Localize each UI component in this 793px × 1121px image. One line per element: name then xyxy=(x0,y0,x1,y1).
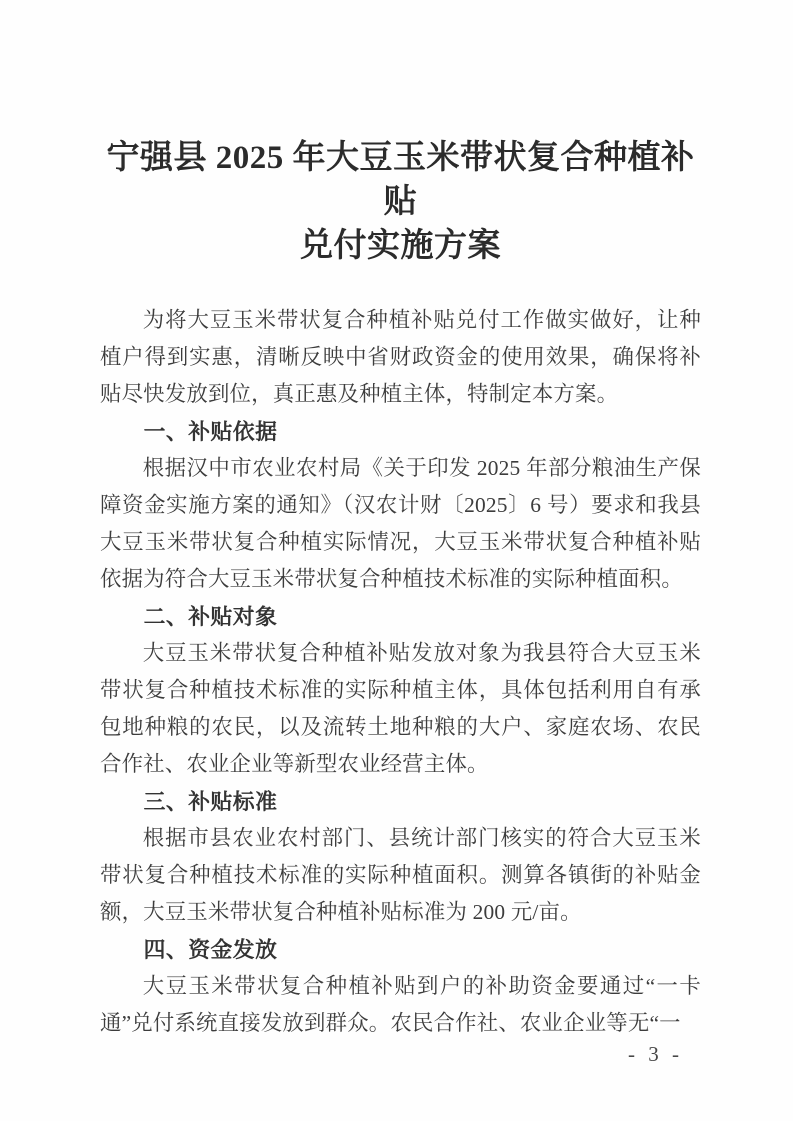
section-heading-3: 三、补贴标准 xyxy=(143,789,278,814)
document-title xyxy=(100,136,701,268)
document-body xyxy=(100,302,701,1042)
section-body-4: 大豆玉米带状复合种植补贴到户的补助资金要通过“一卡通”兑付系统直接发放到群众。农民合作社、农业企业等无“一 xyxy=(100,974,701,1035)
section-body-3: 根据市县农业农村部门、县统计部门核实的符合大豆玉米带状复合种植技术标准的实际种植面积。测算各镇街的补贴金额，大豆玉米带状复合种植补贴标准为 200 元/亩。 xyxy=(100,826,701,924)
document-content xyxy=(100,136,701,1042)
section-body-2: 大豆玉米带状复合种植补贴发放对象为我县符合大豆玉米带状复合种植技术标准的实际种植主体，具体包括利用自有承包地种粮的农民，以及流转土地种粮的大户、家庭农场、农民合作社、农业企业等新型农业经营主体。 xyxy=(100,641,701,776)
section-heading-4: 四、资金发放 xyxy=(143,937,278,962)
intro-paragraph: 为将大豆玉米带状复合种植补贴兑付工作做实做好，让种植户得到实惠，清晰反映中省财政资金的使用效果，确保将补贴尽快发放到位，真正惠及种植主体，特制定本方案。 xyxy=(100,308,701,406)
section-heading-2: 二、补贴对象 xyxy=(143,604,278,629)
section-heading-1: 一、补贴依据 xyxy=(143,419,278,444)
document-title-line-1: 宁强县 2025 年大豆玉米带状复合种植补贴 xyxy=(106,140,695,220)
section-body-1: 根据汉中市农业农村局《关于印发 2025 年部分粮油生产保障资金实施方案的通知》（汉农计财〔2025〕6 号）要求和我县大豆玉米带状复合种植实际情况，大豆玉米带状复合种植补贴依据为符合大豆玉米带状复合种植技术标准的实际种植面积。 xyxy=(100,456,701,591)
document-title-line-2: 兑付实施方案 xyxy=(300,228,501,264)
page-number: - 3 - xyxy=(628,1042,683,1066)
